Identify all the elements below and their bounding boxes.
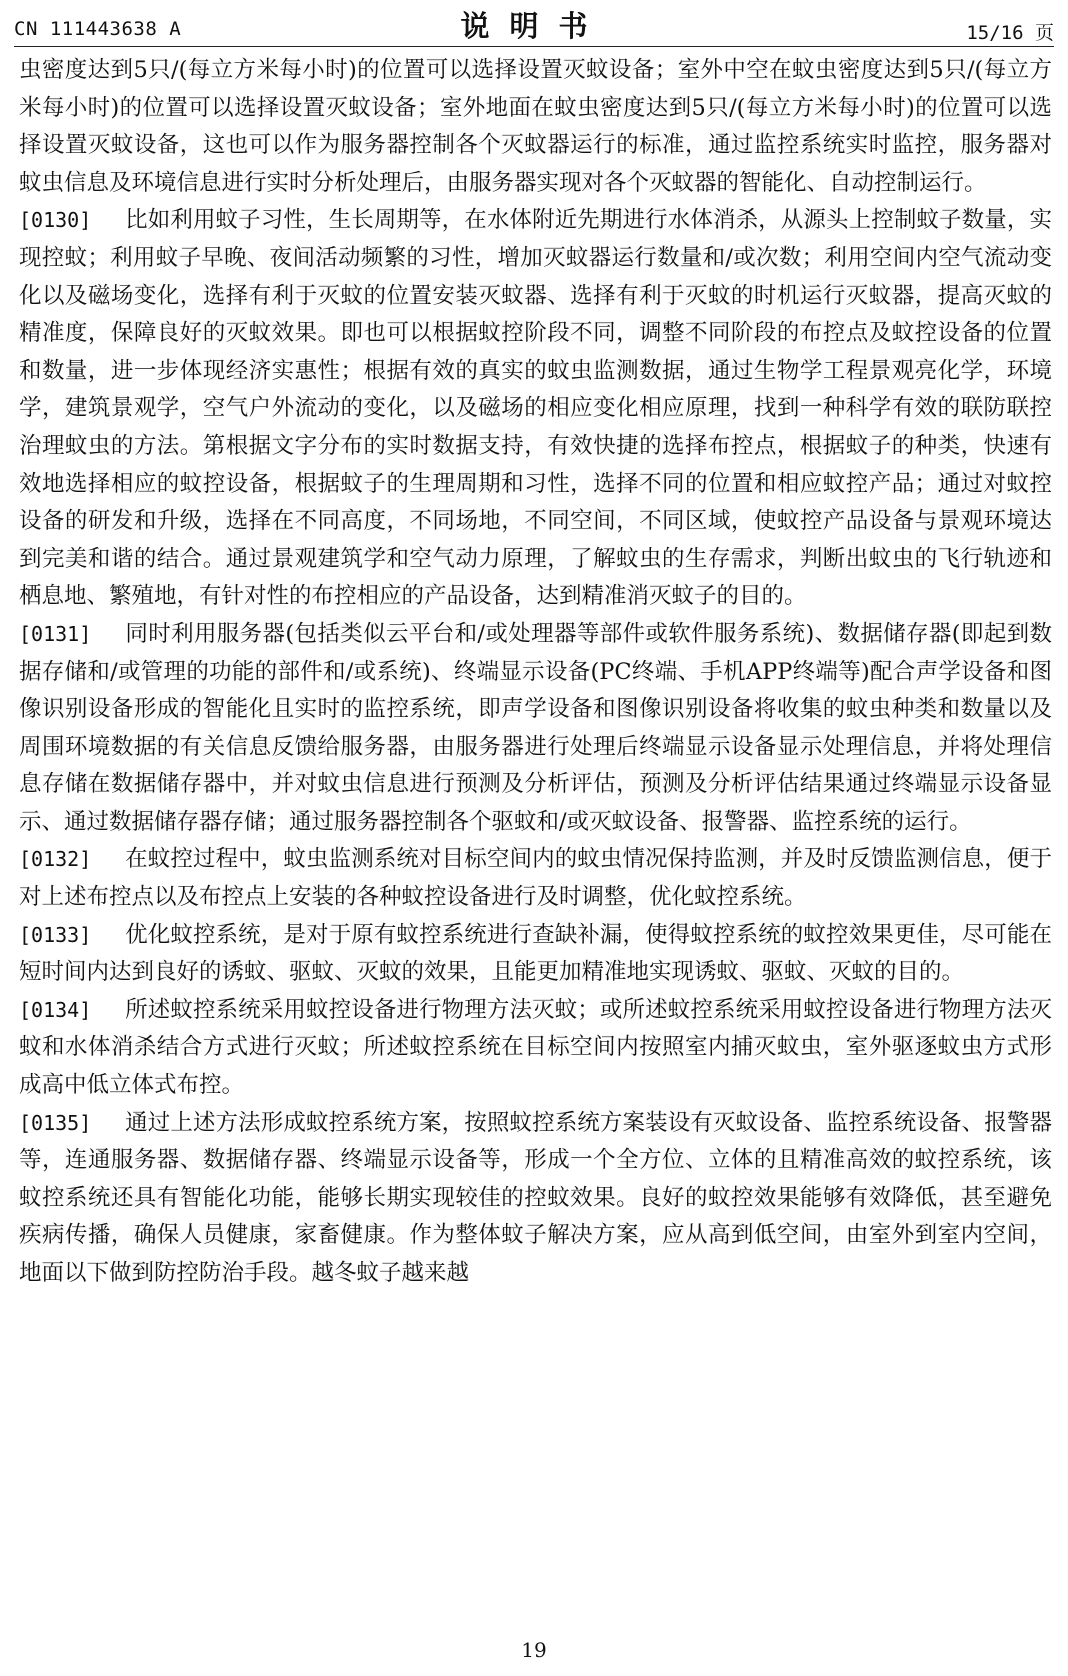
page-indicator: 15/16 页 [966, 22, 1054, 44]
document-title: 说明书 [460, 9, 608, 43]
paragraph-0132 [19, 841, 1052, 916]
paragraph-number: [0130] [19, 208, 92, 233]
paragraph-0130 [19, 202, 1052, 616]
paragraph-0135 [19, 1105, 1052, 1293]
paragraph-text: 通过上述方法形成蚊控系统方案，按照蚊控系统方案装设有灭蚊设备、监控系统设备、报警器等，连通服务器、数据储存器、终端显示设备等，形成一个全方位、立体的且精准高效的蚊控系统，该蚊控系统还具有智能化功能，能够长期实现较佳的控蚊效果。良好的蚊控效果能够有效降低，甚至避免疾病传播，确保人员健康，家畜健康。作为整体蚊子解决方案，应从高到低空间，由室外到室内空间，地面以下做到防控防治手段。越冬蚊子越来越 [19, 1109, 1052, 1286]
paragraph-text: 优化蚊控系统，是对于原有蚊控系统进行查缺补漏，使得蚊控系统的蚊控效果更佳，尽可能在短时间内达到良好的诱蚊、驱蚊、灭蚊的效果，且能更加精准地实现诱蚊、驱蚊、灭蚊的目的。 [19, 921, 1052, 986]
paragraph-text: 在蚊控过程中，蚊虫监测系统对目标空间内的蚊虫情况保持监测，并及时反馈监测信息，便于对上述布控点以及布控点上安装的各种蚊控设备进行及时调整，优化蚊控系统。 [19, 846, 1052, 911]
page-header [0, 0, 1068, 46]
paragraph-number: [0133] [19, 922, 92, 947]
paragraph-number: [0132] [19, 847, 92, 872]
paragraph-text: 同时利用服务器(包括类似云平台和/或处理器等部件或软件服务系统)、数据储存器(即起到数据存储和/或管理的功能的部件和/或系统)、终端显示设备(PC终端、手机APP终端等)配合声学设备和图像识别设备形成的智能化且实时的监控系统，即声学设备和图像识别设备将收集的蚊虫种类和数量以及周围环境数据的有关信息反馈给服务器，由服务器进行处理后终端显示设备显示处理信息，并将处理信息存储在数据储存器中，并对蚊虫信息进行预测及分析评估，预测及分析评估结果通过终端显示设备显示、通过数据储存器存储；通过服务器控制各个驱蚊和/或灭蚊设备、报警器、监控系统的运行。 [19, 620, 1052, 835]
paragraph-0133 [19, 917, 1052, 992]
paragraph-number: [0131] [19, 621, 92, 646]
paragraph-number: [0135] [19, 1110, 92, 1135]
paragraph-0131 [19, 616, 1052, 842]
paragraph-text: 比如利用蚊子习性，生长周期等，在水体附近先期进行水体消杀，从源头上控制蚊子数量，实现控蚊；利用蚊子早晚、夜间活动频繁的习性，增加灭蚊器运行数量和/或次数；利用空间内空气流动变化以及磁场变化，选择有利于灭蚊的位置安装灭蚊器、选择有利于灭蚊的时机运行灭蚊器，提高灭蚊的精准度，保障良好的灭蚊效果。即也可以根据蚊控阶段不同，调整不同阶段的布控点及蚊控设备的位置和数量，进一步体现经济实惠性；根据有效的真实的蚊虫监测数据，通过生物学工程景观亮化学，环境学，建筑景观学，空气户外流动的变化，以及磁场的相应变化相应原理，找到一种科学有效的联防联控治理蚊虫的方法。第根据文字分布的实时数据支持，有效快捷的选择布控点，根据蚊子的种类，快速有效地选择相应的蚊控设备，根据蚊子的生理周期和习性，选择不同的位置和相应蚊控产品；通过对蚊控设备的研发和升级，选择在不同高度，不同场地，不同空间，不同区域，使蚊控产品设备与景观环境达到完美和谐的结合。通过景观建筑学和空气动力原理，了解蚊虫的生存需求，判断出蚊虫的飞行轨迹和栖息地、繁殖地，有针对性的布控相应的产品设备，达到精准消灭蚊子的目的。 [19, 207, 1052, 610]
page-number: 19 [521, 1638, 547, 1662]
paragraph-number: [0134] [19, 997, 92, 1022]
continuation-paragraph: 虫密度达到5只/(每立方米每小时)的位置可以选择设置灭蚊设备；室外中空在蚊虫密度达到5只/(每立方米每小时)的位置可以选择设置灭蚊设备；室外地面在蚊虫密度达到5只/(每立方米每小时)的位置可以选择设置灭蚊设备，这也可以作为服务器控制各个灭蚊器运行的标准，通过监控系统实时监控，服务器对蚊虫信息及环境信息进行实时分析处理后，由服务器实现对各个灭蚊器的智能化、自动控制运行。 [19, 57, 1052, 196]
header-divider [14, 46, 1054, 47]
document-body [19, 52, 1052, 1293]
patent-number: CN 111443638 A [14, 18, 182, 40]
paragraph-0134 [19, 992, 1052, 1105]
paragraph-text: 所述蚊控系统采用蚊控设备进行物理方法灭蚊；或所述蚊控系统采用蚊控设备进行物理方法灭蚊和水体消杀结合方式进行灭蚊；所述蚊控系统在目标空间内按照室内捕灭蚊虫，室外驱逐蚊虫方式形成高中低立体式布控。 [19, 996, 1052, 1099]
